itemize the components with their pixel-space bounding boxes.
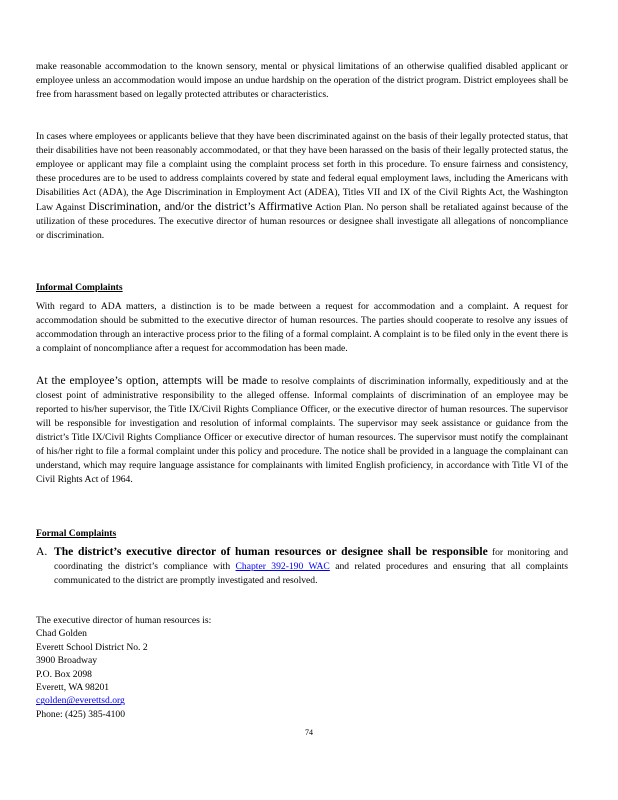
wac-chapter-link[interactable]: Chapter 392-190 WAC [235, 561, 330, 572]
contact-email-link[interactable]: cgolden@everettsd.org [36, 695, 125, 707]
heading-informal-complaints: Informal Complaints [36, 282, 123, 293]
paragraph-informal-resolution [36, 374, 568, 487]
contact-street: 3900 Broadway [36, 655, 98, 667]
paragraph-text: make reasonable accommodation to the known sensory, mental or physical limitations of an otherwise qualified disabled applicant or employee unless an accommodation would impose an undue hardship on the operation of the district program. District employees shall be free from harassment based on legally protected attributes or characteristics. [36, 61, 568, 100]
list-marker: A. [36, 545, 48, 558]
paragraph-text: With regard to ADA matters, a distinction is to be made between a request for accommodation and a complaint. A request for accommodation should be submitted to the executive director of human resources. The parties should cooperate to resolve any issues of accommodation through an interactive process prior to the filing of a formal complaint. A complaint is to be filed only in the event there is a complaint of noncompliance after a request for accommodation has been made. [36, 301, 568, 354]
list-item-text-large: The district’s executive director of human resources or designee shall be responsible [54, 545, 488, 558]
list-item-text: for monitoring and coordinating the district’s compliance with [54, 547, 568, 572]
contact-phone: Phone: (425) 385-4100 [36, 708, 125, 720]
paragraph-text-b: Action Plan. No person shall be retaliated against because of the utilization of these procedures. The executive director of human resources or designee shall investigate all allegations of noncompliance or discrimination. [36, 202, 568, 241]
contact-name: Chad Golden [36, 628, 87, 640]
paragraph-reasonable-accommodation [36, 60, 568, 102]
list-item-a [36, 545, 568, 601]
paragraph-text-large: Discrimination, and/or the district’s Affirmative [88, 200, 313, 213]
contact-organization: Everett School District No. 2 [36, 641, 148, 653]
paragraph-text-large: At the employee’s option, attempts will be made [36, 374, 268, 387]
contact-po-box: P.O. Box 2098 [36, 668, 92, 680]
paragraph-complaint-process [36, 130, 568, 243]
paragraph-text-a: In cases where employees or applicants believe that they have been discriminated against on the basis of their legally protected status, that their disabilities have not been reasonably accommodated, or that they have been harassed on the basis of their legally protected status, the employee or applicant may file a complaint using the complaint process set forth in this procedure. To ensure fairness and consistency, these procedures are to be used to address complaints covered by state and federal equal employment laws, including the Americans with Disabilities Act (ADA), the Age Discrimination in Employment Act (ADEA), Titles VII and IX of the Civil Rights Act, the Washington Law Against [36, 131, 569, 213]
page-number: 74 [305, 728, 313, 737]
contact-city: Everett, WA 98201 [36, 682, 110, 694]
list-item-text-2: and related procedures and ensuring that all complaints communicated to the district are promptly investigated and resolved. [54, 561, 569, 586]
heading-formal-complaints: Formal Complaints [36, 528, 117, 539]
contact-block [36, 614, 211, 721]
contact-intro: The executive director of human resources is: [36, 615, 212, 626]
paragraph-text: to resolve complaints of discrimination informally, expeditiously and at the closest point of administrative responsibility to the alleged offense. Informal complaints of discrimination of an employee may be reported to his/her supervisor, the Title IX/Civil Rights Compliance Officer, or the executive director of human resources. The supervisor will be responsible for investigation and resolution of informal complaints. The supervisor may seek assistance or guidance from the district’s Title IX/Civil Rights Compliance Officer or executive director of human resources. The supervisor must notify the complainant of his/her right to file a formal complaint under this policy and procedure. The notice shall be provided in a language the complainant can understand, which may require language assistance for complainants with limited English proficiency, in accordance with Title VI of the Civil Rights Act of 1964. [36, 376, 568, 485]
paragraph-ada-requests [36, 300, 568, 356]
list-item-body [54, 545, 568, 588]
